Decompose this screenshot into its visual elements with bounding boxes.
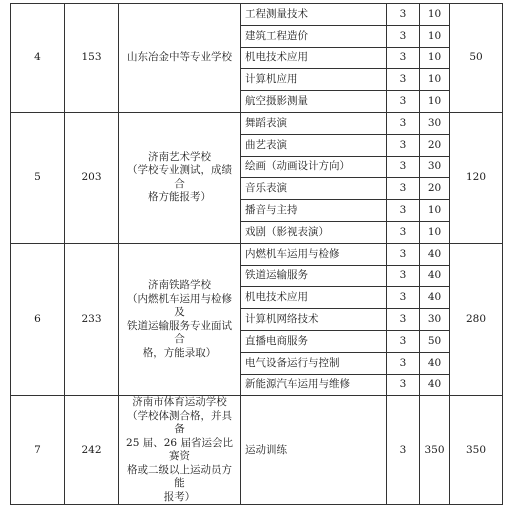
school-name [119, 4, 241, 113]
school-total: 350 [450, 396, 503, 505]
plan-count: 20 [420, 178, 450, 200]
plan-count: 30 [420, 112, 450, 134]
plan-count: 40 [420, 352, 450, 374]
plan-count: 40 [420, 243, 450, 265]
study-years: 3 [387, 243, 420, 265]
study-years: 3 [387, 309, 420, 331]
school-code: 242 [65, 396, 119, 505]
plan-count: 10 [420, 221, 450, 243]
major-name: 机电技术应用 [241, 287, 387, 309]
school-number: 4 [11, 4, 65, 113]
school-name [119, 396, 241, 505]
plan-count: 40 [420, 374, 450, 396]
table-row [11, 243, 503, 265]
school-total: 120 [450, 112, 503, 243]
enrollment-plan-table [10, 3, 503, 505]
study-years: 3 [387, 156, 420, 178]
school-number: 5 [11, 112, 65, 243]
study-years: 3 [387, 91, 420, 113]
plan-count: 10 [420, 200, 450, 222]
plan-count: 30 [420, 309, 450, 331]
study-years: 3 [387, 374, 420, 396]
school-name-line: 格或二级以上运动员方能 [127, 463, 232, 490]
study-years: 3 [387, 47, 420, 69]
study-years: 3 [387, 178, 420, 200]
school-name-line: 格方能报考） [148, 191, 211, 204]
school-total: 50 [450, 4, 503, 113]
study-years: 3 [387, 69, 420, 91]
study-years: 3 [387, 221, 420, 243]
school-total: 280 [450, 243, 503, 396]
school-number: 7 [11, 396, 65, 505]
plan-count: 50 [420, 330, 450, 352]
major-name: 曲艺表演 [241, 134, 387, 156]
school-name-line: 25 届、26 届省运会比赛资 [126, 436, 233, 463]
study-years: 3 [387, 112, 420, 134]
major-name: 绘画（动画设计方向） [241, 156, 387, 178]
major-name: 航空摄影测量 [241, 91, 387, 113]
major-name: 内燃机车运用与检修 [241, 243, 387, 265]
major-name: 计算机网络技术 [241, 309, 387, 331]
school-name-line: 报考） [163, 490, 196, 503]
school-name [119, 243, 241, 396]
major-name: 铁道运输服务 [241, 265, 387, 287]
school-name-line: （学校体测合格，并具备 [127, 409, 232, 436]
study-years: 3 [387, 396, 420, 505]
school-name-line: 济南市体育运动学校 [132, 396, 227, 409]
school-code: 153 [65, 4, 119, 113]
school-name-line: （学校专业测试，成绩合 [127, 164, 232, 190]
major-name: 音乐表演 [241, 178, 387, 200]
plan-count: 40 [420, 265, 450, 287]
school-name-line: 格，方能录取） [142, 346, 217, 359]
major-name: 工程测量技术 [241, 4, 387, 26]
school-name-line: （内燃机车运用与检修及 [127, 292, 232, 319]
plan-count: 20 [420, 134, 450, 156]
plan-count: 10 [420, 47, 450, 69]
study-years: 3 [387, 265, 420, 287]
school-number: 6 [11, 243, 65, 396]
major-name: 直播电商服务 [241, 330, 387, 352]
study-years: 3 [387, 134, 420, 156]
major-name: 播音与主持 [241, 200, 387, 222]
plan-count: 40 [420, 287, 450, 309]
plan-count: 10 [420, 4, 450, 26]
plan-count: 10 [420, 91, 450, 113]
major-name: 舞蹈表演 [241, 112, 387, 134]
school-name [119, 112, 241, 243]
major-name: 计算机应用 [241, 69, 387, 91]
plan-count: 10 [420, 25, 450, 47]
table-row [11, 396, 503, 505]
study-years: 3 [387, 200, 420, 222]
major-name: 戏剧（影视表演） [241, 221, 387, 243]
study-years: 3 [387, 287, 420, 309]
plan-count: 30 [420, 156, 450, 178]
table-row [11, 112, 503, 134]
study-years: 3 [387, 25, 420, 47]
school-name-line: 济南铁路学校 [148, 279, 211, 292]
school-code: 233 [65, 243, 119, 396]
major-name: 电气设备运行与控制 [241, 352, 387, 374]
major-name: 机电技术应用 [241, 47, 387, 69]
school-name-line: 济南艺术学校 [148, 150, 211, 163]
major-name: 运动训练 [241, 396, 387, 505]
major-name: 新能源汽车运用与维修 [241, 374, 387, 396]
major-name: 建筑工程造价 [241, 25, 387, 47]
school-name-line: 铁道运输服务专业面试合 [127, 319, 232, 346]
school-code: 203 [65, 112, 119, 243]
study-years: 3 [387, 330, 420, 352]
study-years: 3 [387, 4, 420, 26]
study-years: 3 [387, 352, 420, 374]
table-row [11, 4, 503, 26]
plan-count: 350 [420, 396, 450, 505]
school-name-line: 山东冶金中等专业学校 [127, 51, 232, 64]
plan-count: 10 [420, 69, 450, 91]
